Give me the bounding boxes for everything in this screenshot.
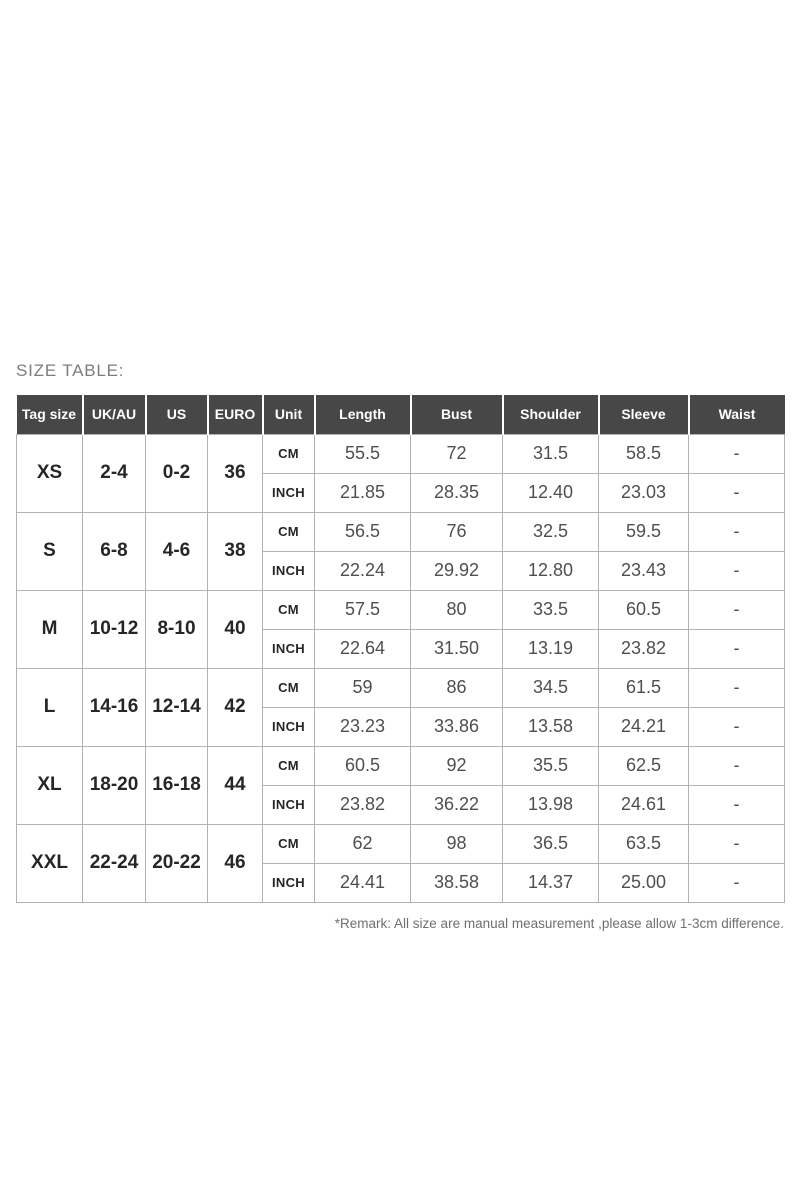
sleeve-cm-cell: 59.5 [599, 512, 689, 551]
size-table [16, 395, 785, 903]
waist-cm-cell: - [689, 434, 785, 473]
length-inch-cell: 23.23 [315, 707, 411, 746]
length-inch-cell: 23.82 [315, 785, 411, 824]
shoulder-inch-cell: 12.80 [503, 551, 599, 590]
table-row-xs-cm [17, 434, 785, 473]
length-cm-cell: 60.5 [315, 746, 411, 785]
size-chart-panel [16, 361, 784, 931]
uk-au-cell: 22-24 [83, 824, 146, 902]
table-row-l-cm [17, 668, 785, 707]
bust-inch-cell: 36.22 [411, 785, 503, 824]
shoulder-cm-cell: 31.5 [503, 434, 599, 473]
sleeve-inch-cell: 24.61 [599, 785, 689, 824]
shoulder-cm-cell: 35.5 [503, 746, 599, 785]
col-header-unit: Unit [263, 395, 315, 434]
waist-cm-cell: - [689, 746, 785, 785]
bust-inch-cell: 38.58 [411, 863, 503, 902]
col-header-uk-au: UK/AU [83, 395, 146, 434]
uk-au-cell: 18-20 [83, 746, 146, 824]
col-header-bust: Bust [411, 395, 503, 434]
unit-cell: INCH [263, 707, 315, 746]
unit-cell: CM [263, 668, 315, 707]
waist-inch-cell: - [689, 551, 785, 590]
shoulder-cm-cell: 33.5 [503, 590, 599, 629]
bust-cm-cell: 86 [411, 668, 503, 707]
page-title: SIZE TABLE: [16, 361, 125, 380]
length-cm-cell: 62 [315, 824, 411, 863]
us-cell: 12-14 [146, 668, 208, 746]
us-cell: 20-22 [146, 824, 208, 902]
waist-inch-cell: - [689, 863, 785, 902]
euro-cell: 40 [208, 590, 263, 668]
col-header-length: Length [315, 395, 411, 434]
bust-inch-cell: 33.86 [411, 707, 503, 746]
tag-size-cell: XL [17, 746, 83, 824]
waist-inch-cell: - [689, 707, 785, 746]
bust-inch-cell: 29.92 [411, 551, 503, 590]
bust-cm-cell: 80 [411, 590, 503, 629]
length-inch-cell: 21.85 [315, 473, 411, 512]
waist-cm-cell: - [689, 512, 785, 551]
uk-au-cell: 6-8 [83, 512, 146, 590]
bust-cm-cell: 72 [411, 434, 503, 473]
tag-size-cell: M [17, 590, 83, 668]
unit-cell: CM [263, 434, 315, 473]
length-inch-cell: 22.64 [315, 629, 411, 668]
unit-cell: CM [263, 590, 315, 629]
uk-au-cell: 14-16 [83, 668, 146, 746]
unit-cell: CM [263, 824, 315, 863]
euro-cell: 36 [208, 434, 263, 512]
shoulder-cm-cell: 32.5 [503, 512, 599, 551]
length-cm-cell: 59 [315, 668, 411, 707]
unit-cell: CM [263, 746, 315, 785]
unit-cell: CM [263, 512, 315, 551]
euro-cell: 38 [208, 512, 263, 590]
bust-cm-cell: 76 [411, 512, 503, 551]
sleeve-cm-cell: 61.5 [599, 668, 689, 707]
col-header-waist: Waist [689, 395, 785, 434]
col-header-tag-size: Tag size [17, 395, 83, 434]
table-row-xl-cm [17, 746, 785, 785]
sleeve-inch-cell: 23.43 [599, 551, 689, 590]
sleeve-inch-cell: 25.00 [599, 863, 689, 902]
length-cm-cell: 55.5 [315, 434, 411, 473]
unit-cell: INCH [263, 629, 315, 668]
us-cell: 16-18 [146, 746, 208, 824]
remark-footnote: *Remark: All size are manual measurement ,please allow 1-3cm difference. [334, 915, 784, 931]
bust-inch-cell: 28.35 [411, 473, 503, 512]
unit-cell: INCH [263, 551, 315, 590]
shoulder-inch-cell: 12.40 [503, 473, 599, 512]
col-header-us: US [146, 395, 208, 434]
shoulder-inch-cell: 14.37 [503, 863, 599, 902]
tag-size-cell: XS [17, 434, 83, 512]
waist-cm-cell: - [689, 824, 785, 863]
length-inch-cell: 22.24 [315, 551, 411, 590]
col-header-shoulder: Shoulder [503, 395, 599, 434]
sleeve-cm-cell: 58.5 [599, 434, 689, 473]
shoulder-inch-cell: 13.19 [503, 629, 599, 668]
bust-inch-cell: 31.50 [411, 629, 503, 668]
shoulder-cm-cell: 34.5 [503, 668, 599, 707]
sleeve-cm-cell: 60.5 [599, 590, 689, 629]
unit-cell: INCH [263, 785, 315, 824]
euro-cell: 42 [208, 668, 263, 746]
table-row-m-cm [17, 590, 785, 629]
header-row [17, 395, 785, 434]
tag-size-cell: L [17, 668, 83, 746]
shoulder-cm-cell: 36.5 [503, 824, 599, 863]
table-row-s-cm [17, 512, 785, 551]
waist-inch-cell: - [689, 785, 785, 824]
waist-cm-cell: - [689, 668, 785, 707]
us-cell: 4-6 [146, 512, 208, 590]
unit-cell: INCH [263, 863, 315, 902]
sleeve-inch-cell: 23.82 [599, 629, 689, 668]
sleeve-inch-cell: 24.21 [599, 707, 689, 746]
bust-cm-cell: 92 [411, 746, 503, 785]
shoulder-inch-cell: 13.98 [503, 785, 599, 824]
euro-cell: 44 [208, 746, 263, 824]
sleeve-cm-cell: 62.5 [599, 746, 689, 785]
uk-au-cell: 2-4 [83, 434, 146, 512]
waist-inch-cell: - [689, 473, 785, 512]
shoulder-inch-cell: 13.58 [503, 707, 599, 746]
col-header-sleeve: Sleeve [599, 395, 689, 434]
euro-cell: 46 [208, 824, 263, 902]
sleeve-inch-cell: 23.03 [599, 473, 689, 512]
length-cm-cell: 56.5 [315, 512, 411, 551]
us-cell: 0-2 [146, 434, 208, 512]
us-cell: 8-10 [146, 590, 208, 668]
length-cm-cell: 57.5 [315, 590, 411, 629]
length-inch-cell: 24.41 [315, 863, 411, 902]
unit-cell: INCH [263, 473, 315, 512]
tag-size-cell: XXL [17, 824, 83, 902]
waist-inch-cell: - [689, 629, 785, 668]
tag-size-cell: S [17, 512, 83, 590]
sleeve-cm-cell: 63.5 [599, 824, 689, 863]
col-header-euro: EURO [208, 395, 263, 434]
table-row-xxl-cm [17, 824, 785, 863]
waist-cm-cell: - [689, 590, 785, 629]
bust-cm-cell: 98 [411, 824, 503, 863]
uk-au-cell: 10-12 [83, 590, 146, 668]
